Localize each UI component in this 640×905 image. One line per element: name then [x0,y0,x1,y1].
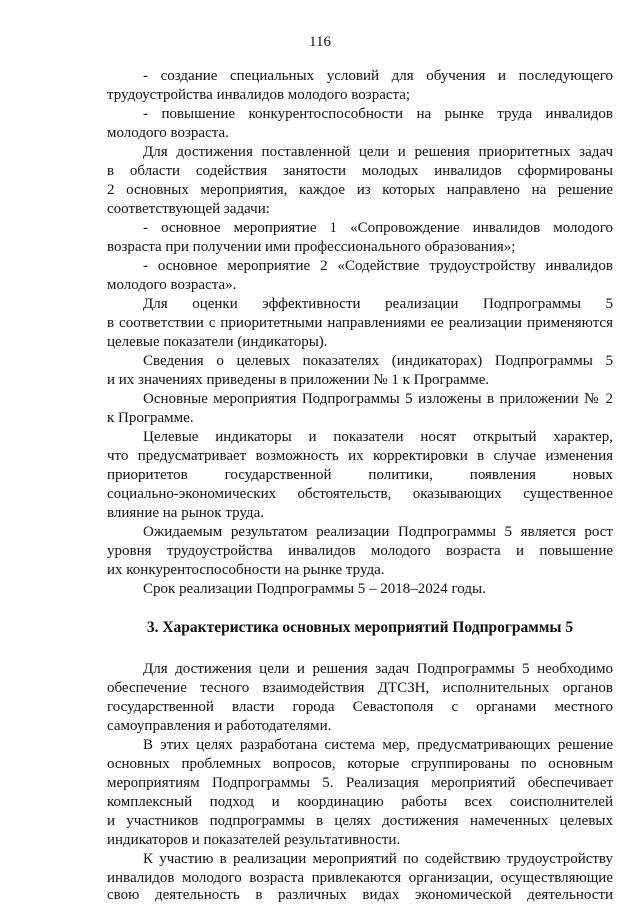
text-line: - основное мероприятие 1 «Сопровождение инвалидов молодого [143,220,613,236]
text-line: комплексный подход и координацию работы всех соисполнителей [107,794,613,810]
text-line: в соответствии с приоритетными направлениями ее реализации применяются [107,315,613,331]
text-line: социально-экономических обстоятельств, оказывающих существенное [107,486,613,502]
text-line: и их значениях приведены в приложении № 1 к Программе. [107,372,490,388]
text-line: влияние на рынок труда. [107,505,264,521]
text-line: Ожидаемым результатом реализации Подпрограммы 5 является рост [143,524,613,540]
text-line: уровня трудоустройства инвалидов молодого возраста и повышение [107,543,613,559]
text-line: В этих целях разработана система мер, предусматривающих решение [143,737,613,753]
text-line: обеспечение тесного взаимодействия ДТСЗН, исполнительных органов [107,680,613,696]
text-line: свою деятельность в различных видах экономической деятельности [107,887,613,903]
text-line: молодого возраста». [107,277,237,293]
text-line: возраста при получении ими профессионального образования»; [107,239,516,255]
text-line: трудоустройства инвалидов молодого возраста; [107,87,411,103]
text-line: Для достижения поставленной цели и решения приоритетных задач [143,144,613,160]
text-line: Для оценки эффективности реализации Подпрограммы 5 [143,296,613,312]
text-line: Сведения о целевых показателях (индикаторах) Подпрограммы 5 [143,353,613,369]
text-line: в области содействия занятости молодых инвалидов сформированы [107,163,613,179]
text-line: мероприятиям Подпрограммы 5. Реализация мероприятий обеспечивает [107,775,613,791]
text-line: - повышение конкурентоспособности на рынке труда инвалидов [143,106,613,122]
text-line: индикаторов и показателей результативности. [107,832,401,848]
text-line: приоритетов государственной политики, появления новых [107,467,613,483]
text-line: самоуправления и работодателями. [107,718,332,734]
text-line: государственной власти города Севастополя с органами местного [107,699,613,715]
text-line: что предусматривает возможность их корректировки в случае изменения [107,448,613,464]
text-line: - основное мероприятие 2 «Содействие трудоустройству инвалидов [143,258,613,274]
text-line: Основные мероприятия Подпрограммы 5 изложены в приложении № 2 [143,391,613,407]
text-line: Целевые индикаторы и показатели носят открытый характер, [143,429,613,445]
text-line: и участников подпрограммы в целях достижения намеченных целевых [107,813,613,829]
text-line: К участию в реализации мероприятий по содействию трудоустройству [143,851,613,867]
text-line: соответствующей задачи: [107,201,270,217]
text-line: Для достижения цели и решения задач Подпрограммы 5 необходимо [143,661,613,677]
text-line: целевые показатели (индикаторы). [107,334,328,350]
text-line: молодого возраста. [107,125,229,141]
text-line: основных проблемных вопросов, которые сгруппированы по основным [107,756,613,772]
page-number: 116 [309,34,331,50]
text-line: к Программе. [107,410,194,426]
text-line: 2 основных мероприятия, каждое из которых направлено на решение [107,182,613,198]
text-line: их конкурентоспособности на рынке труда. [107,562,385,578]
section-heading: 3. Характеристика основных мероприятий Подпрограммы 5 [146,619,574,636]
text-line: Срок реализации Подпрограммы 5 – 2018–2024 годы. [143,581,486,597]
text-line: инвалидов молодого возраста привлекаются организации, осуществляющие [107,870,613,886]
text-line: - создание специальных условий для обучения и последующего [143,68,613,84]
